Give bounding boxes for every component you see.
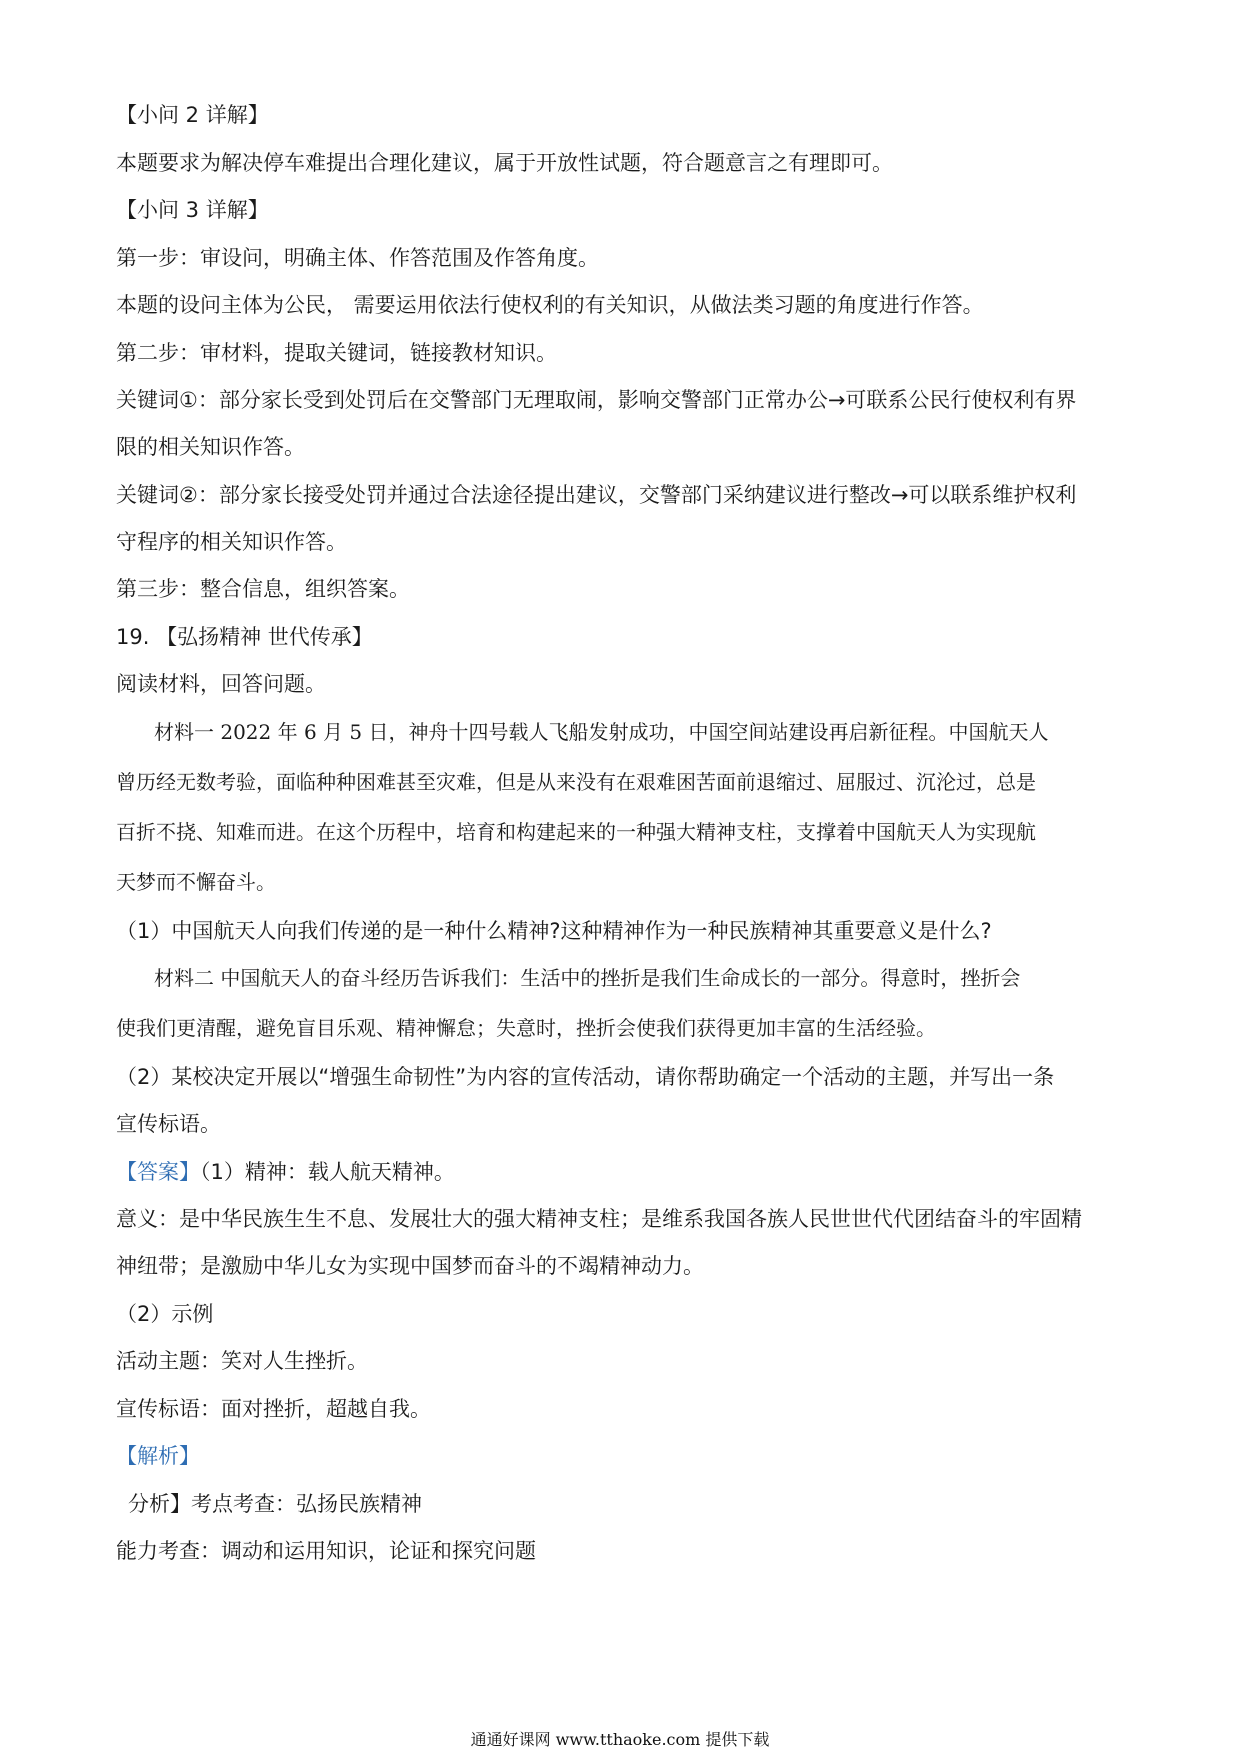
- question-line: （2）某校决定开展以“增强生命韧性”为内容的宣传活动，请你帮助确定一个活动的主题，并写出一条: [116, 1065, 1055, 1089]
- answer-line: 活动主题：笑对人生挫折。: [116, 1349, 368, 1373]
- paragraph: 本题的设问主体为公民， 需要运用依法行使权利的有关知识，从做法类习题的角度进行作答。: [116, 293, 984, 317]
- material-line: 百折不挠、知难而进。在这个历程中，培育和构建起来的一种强大精神支柱，支撑着中国航天人为实现航: [116, 819, 1036, 844]
- document-body: [116, 100, 1126, 1584]
- analysis-line: 分析】考点考查：弘扬民族精神: [128, 1491, 422, 1516]
- sub-question-1: （1）中国航天人向我们传递的是一种什么精神?这种精神作为一种民族精神其重要意义是什么?: [116, 918, 992, 943]
- question-line: 宣传标语。: [116, 1112, 221, 1136]
- material-line: 天梦而不懈奋斗。: [116, 869, 276, 894]
- material-line: 使我们更清醒，避免盲目乐观、精神懈怠；失意时，挫折会使我们获得更加丰富的生活经验。: [116, 1016, 936, 1040]
- section-heading-q2: 【小问 2 详解】: [116, 103, 269, 127]
- answer-line: 神纽带；是激励中华儿女为实现中国梦而奋斗的不竭精神动力。: [116, 1254, 704, 1278]
- material-line: 材料一 2022 年 6 月 5 日，神舟十四号载人飞船发射成功，中国空间站建设再启新征程。中国航天人: [154, 719, 1049, 744]
- material-line: 曾历经无数考验，面临种种困难甚至灾难，但是从来没有在艰难困苦面前退缩过、屈服过、沉沦过，总是: [116, 769, 1036, 794]
- analysis-tag: 【解析】: [116, 1444, 200, 1468]
- paragraph-line: 守程序的相关知识作答。: [116, 529, 347, 554]
- paragraph-line: 关键词②：部分家长接受处罚并通过合法途径提出建议，交警部门采纳建议进行整改→可以联系维护权利: [116, 482, 1077, 507]
- paragraph: 第一步：审设问，明确主体、作答范围及作答角度。: [116, 245, 599, 270]
- section-heading-q3: 【小问 3 详解】: [116, 198, 269, 222]
- answer-tag: 【答案】: [116, 1159, 200, 1184]
- answer-line: 宣传标语：面对挫折，超越自我。: [116, 1396, 431, 1421]
- material-line: 材料二 中国航天人的奋斗经历告诉我们：生活中的挫折是我们生命成长的一部分。得意时，挫折会: [154, 966, 1021, 990]
- paragraph: 第三步：整合信息，组织答案。: [116, 577, 410, 601]
- keyword-1-paragraph: [116, 385, 1126, 462]
- instruction: 阅读材料，回答问题。: [116, 672, 326, 696]
- answer-line: 意义：是中华民族生生不息、发展壮大的强大精神支柱；是维系我国各族人民世世代代团结奋斗的牢固精: [116, 1207, 1082, 1231]
- question-title: 19. 【弘扬精神 世代传承】: [116, 624, 373, 649]
- material-one: [116, 717, 1126, 897]
- answer-line: [116, 1157, 1126, 1187]
- paragraph: 第二步：审材料，提取关键词，链接教材知识。: [116, 340, 557, 365]
- page-footer: 通通好课网 www.tthaoke.com 提供下载: [470, 1730, 770, 1749]
- sub-question-2: [116, 1062, 1126, 1139]
- keyword-2-paragraph: [116, 480, 1126, 557]
- answer-text: （1）精神：载人航天精神。: [200, 1159, 455, 1184]
- answer-significance: [116, 1204, 1126, 1281]
- paragraph: 本题要求为解决停车难提出合理化建议，属于开放性试题，符合题意言之有理即可。: [116, 150, 893, 175]
- paragraph-line: 限的相关知识作答。: [116, 435, 305, 459]
- material-two: [116, 963, 1126, 1043]
- answer-line: （2）示例: [116, 1301, 214, 1326]
- paragraph-line: 关键词①：部分家长受到处罚后在交警部门无理取闹，影响交警部门正常办公→可联系公民行使权利有界: [116, 388, 1077, 412]
- analysis-line: 能力考查：调动和运用知识，论证和探究问题: [116, 1539, 536, 1563]
